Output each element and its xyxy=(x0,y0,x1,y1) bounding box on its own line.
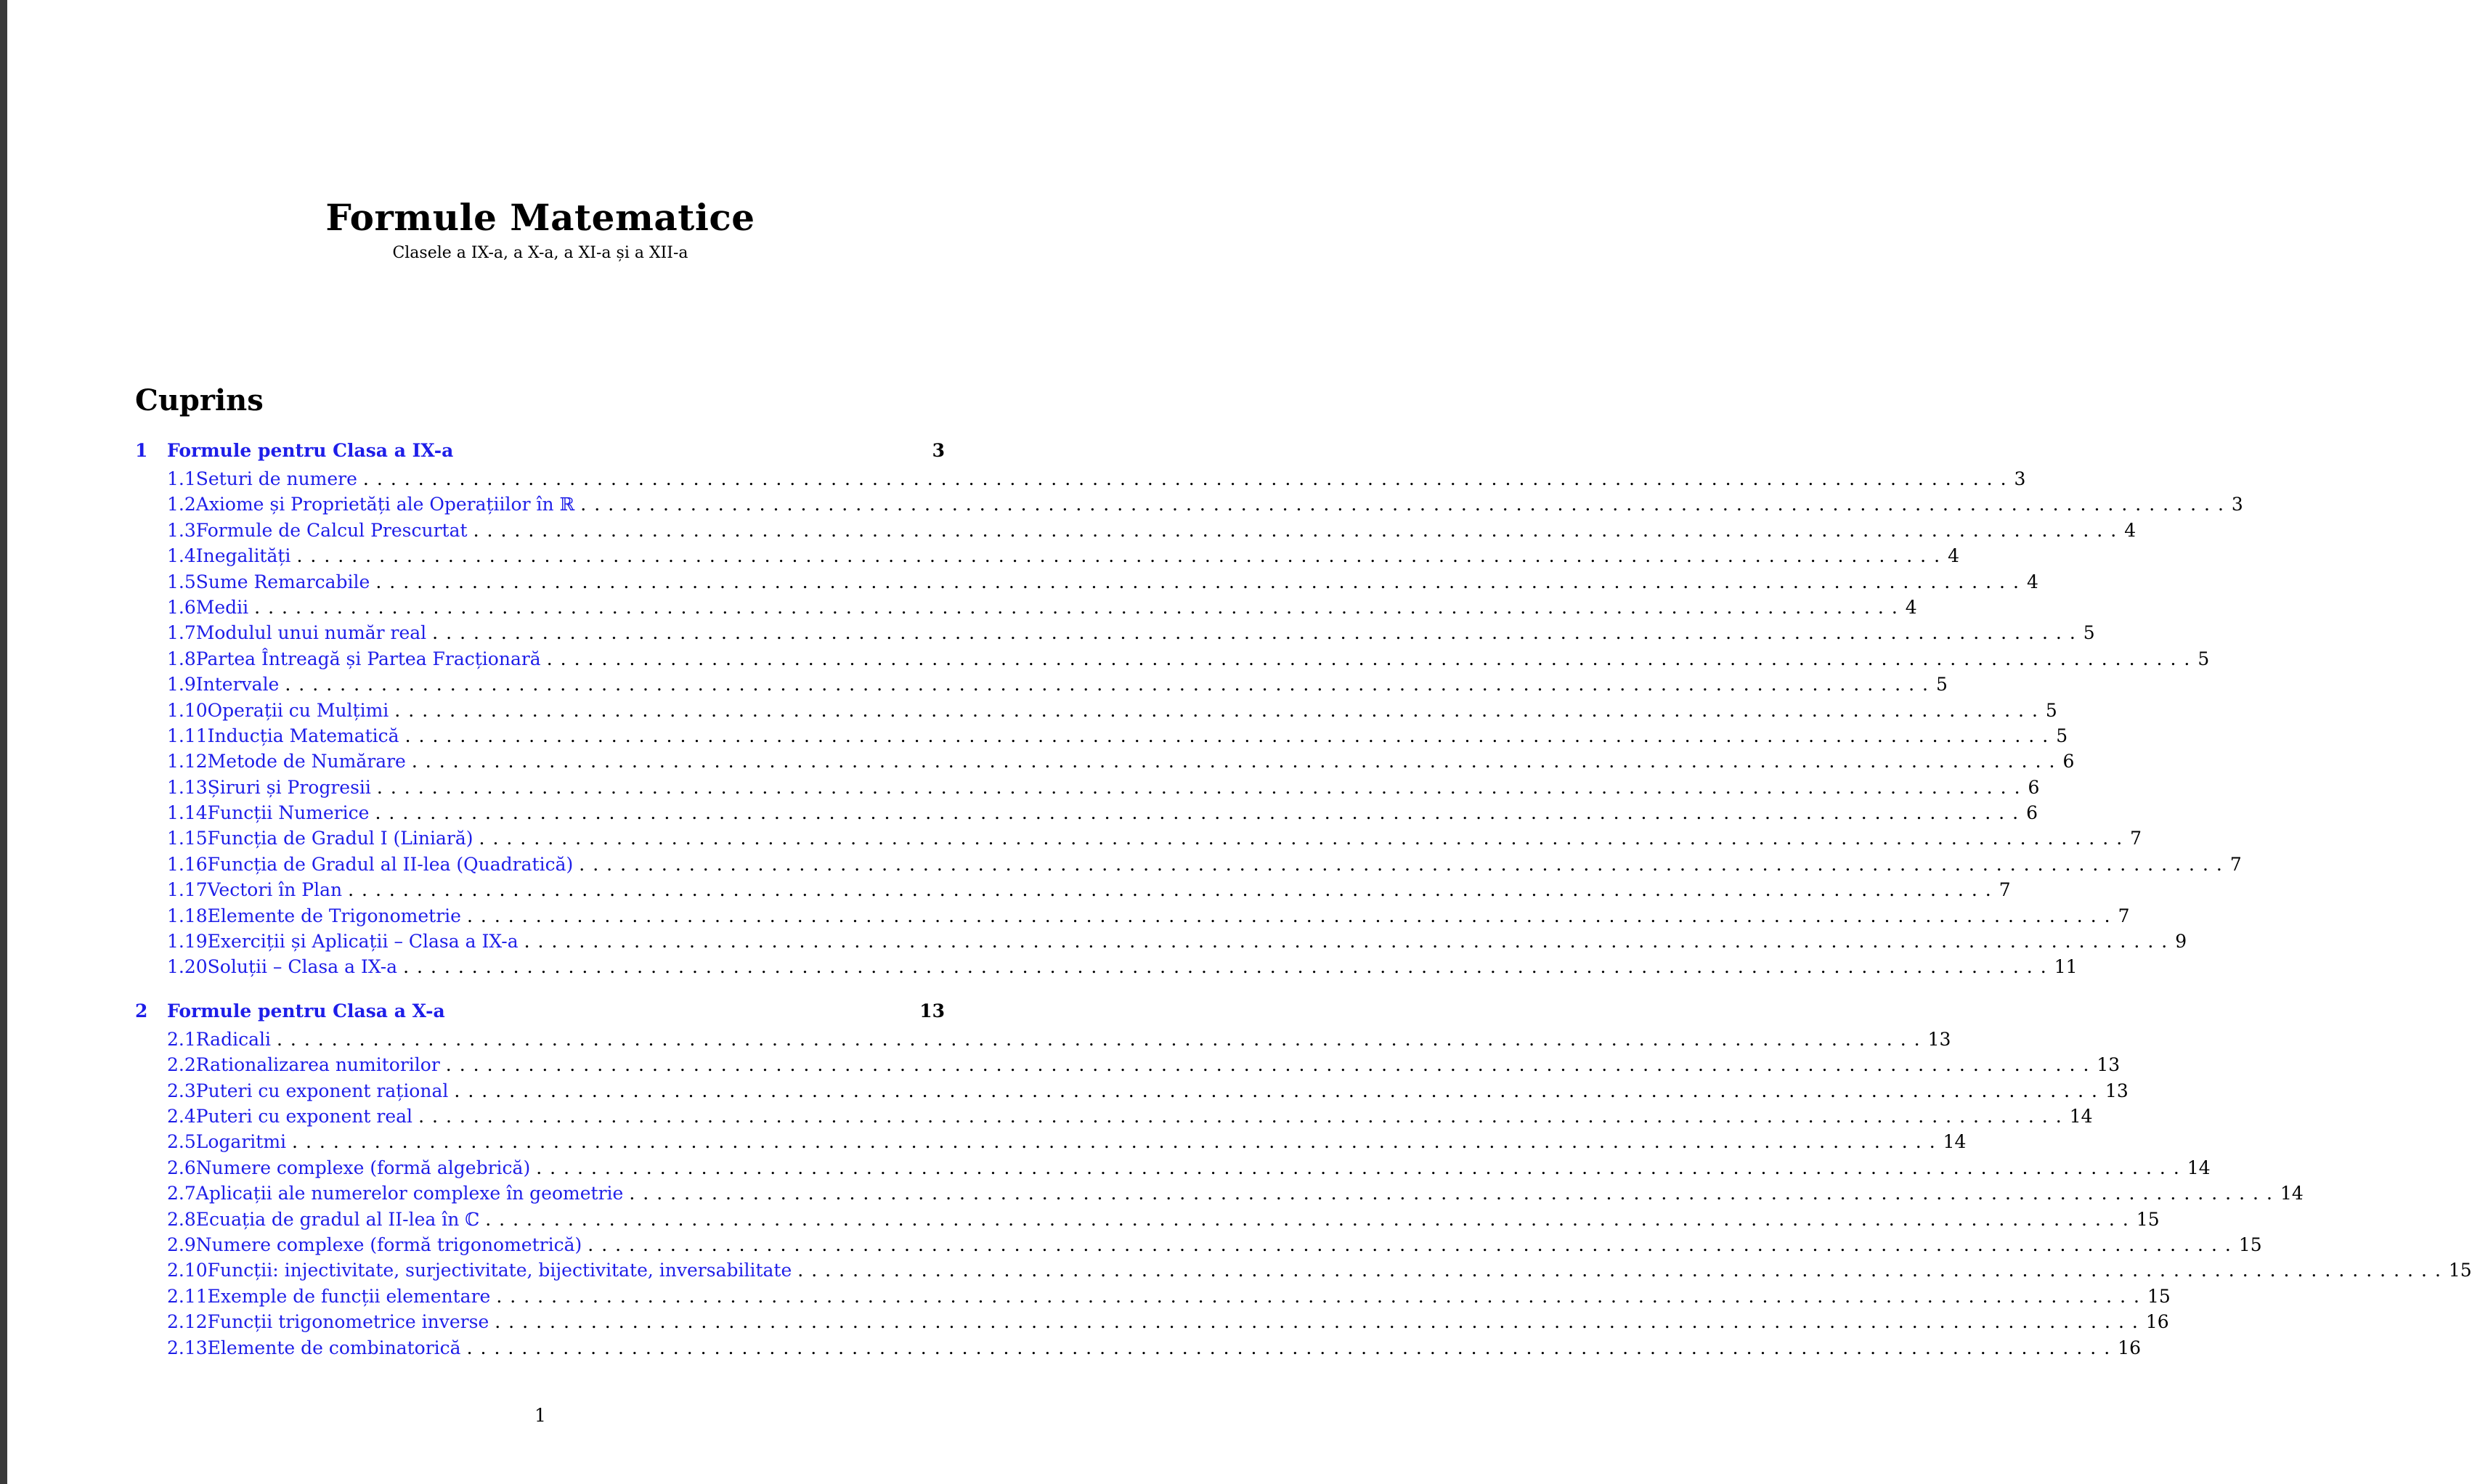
window-left-edge xyxy=(0,0,7,1484)
section-page-number: 7 xyxy=(1999,879,2011,901)
section-title[interactable]: Logaritmi xyxy=(195,1131,287,1153)
section-number[interactable]: 2.5 xyxy=(167,1131,196,1153)
toc-chapter-entry[interactable] xyxy=(135,1000,945,1027)
toc-section-entry[interactable] xyxy=(135,492,2243,517)
toc-section-entry[interactable] xyxy=(135,1232,2262,1257)
section-title[interactable]: Partea Întreagă și Partea Fracționară xyxy=(195,648,541,669)
document-page xyxy=(7,0,2472,1484)
section-title[interactable]: Operații cu Mulțimi xyxy=(207,699,389,721)
section-number[interactable]: 1.20 xyxy=(167,956,208,978)
section-number[interactable]: 2.9 xyxy=(167,1234,196,1255)
section-page-number: 16 xyxy=(2145,1311,2169,1333)
toc-section-entry[interactable] xyxy=(135,723,2068,749)
dot-leader: ........................................................................................................................ xyxy=(536,1157,2187,1178)
toc-section-entry[interactable] xyxy=(135,749,2075,774)
toc-section-entry[interactable] xyxy=(135,825,2142,851)
section-title[interactable]: Puteri cu exponent rațional xyxy=(195,1080,449,1101)
section-title[interactable]: Metode de Numărare xyxy=(207,751,406,772)
section-number[interactable]: 1.4 xyxy=(167,545,196,567)
section-title[interactable]: Puteri cu exponent real xyxy=(195,1105,413,1127)
toc-section-entry[interactable] xyxy=(135,929,2187,954)
section-page-number: 16 xyxy=(2118,1337,2141,1358)
section-title[interactable]: Axiome și Proprietăți ale Operațiilor în ℝ xyxy=(195,494,575,515)
section-title[interactable]: Rationalizarea numitorilor xyxy=(195,1054,440,1076)
section-title[interactable]: Radicali xyxy=(195,1028,271,1050)
section-number[interactable]: 1.7 xyxy=(167,622,196,644)
toc-chapter-entry[interactable] xyxy=(135,440,945,466)
dot-leader: ........................................................................................................................ xyxy=(362,468,2014,489)
section-title[interactable]: Inegalități xyxy=(195,545,291,567)
section-page-number: 15 xyxy=(2238,1234,2262,1255)
toc-section-entry[interactable] xyxy=(135,1207,2160,1232)
dot-leader: ........................................................................................................................ xyxy=(479,828,2131,849)
section-number[interactable]: 1.18 xyxy=(167,905,208,926)
dot-leader: ........................................................................................................................ xyxy=(485,1208,2136,1230)
chapter-page-number: 13 xyxy=(919,1000,945,1022)
section-title[interactable]: Intervale xyxy=(195,674,280,696)
toc-section-entry[interactable] xyxy=(135,954,2078,979)
chapter-number[interactable]: 1 xyxy=(135,440,148,461)
section-number[interactable]: 2.6 xyxy=(167,1157,196,1178)
section-number[interactable]: 1.17 xyxy=(167,879,208,901)
section-title[interactable]: Funcții trigonometrice inverse xyxy=(207,1311,489,1333)
section-number[interactable]: 1.15 xyxy=(167,828,208,849)
dot-leader: ........................................................................................................................ xyxy=(495,1311,2146,1333)
section-title[interactable]: Funcția de Gradul I (Liniară) xyxy=(207,828,473,849)
toc-section-entry[interactable] xyxy=(135,672,1948,697)
section-page-number: 14 xyxy=(2280,1183,2304,1204)
toc-section-entry[interactable] xyxy=(135,877,2011,902)
section-page-number: 15 xyxy=(2448,1260,2472,1281)
section-number[interactable]: 1.2 xyxy=(167,494,196,515)
section-number[interactable]: 1.13 xyxy=(167,776,208,798)
section-title[interactable]: Șiruri și Progresii xyxy=(207,776,371,798)
dot-leader: ........................................................................................................................ xyxy=(403,956,2054,978)
section-page-number: 5 xyxy=(2197,648,2210,669)
section-number[interactable]: 2.1 xyxy=(167,1028,196,1050)
section-page-number: 7 xyxy=(2130,828,2142,849)
dot-leader: ........................................................................................................................ xyxy=(546,648,2198,669)
section-title[interactable]: Vectori în Plan xyxy=(207,879,343,901)
dot-leader: ........................................................................................................................ xyxy=(432,622,2083,644)
section-number[interactable]: 2.2 xyxy=(167,1054,196,1076)
section-number[interactable]: 2.3 xyxy=(167,1080,196,1101)
section-page-number: 14 xyxy=(2069,1105,2093,1127)
toc-section-entry[interactable] xyxy=(135,1027,1951,1052)
section-title[interactable]: Funcții Numerice xyxy=(207,802,370,824)
section-title[interactable]: Formule de Calcul Prescurtat xyxy=(195,519,468,541)
section-page-number: 3 xyxy=(2231,494,2243,515)
section-title[interactable]: Seturi de numere xyxy=(195,468,357,489)
section-number[interactable]: 2.13 xyxy=(167,1337,208,1358)
dot-leader: ........................................................................................................................ xyxy=(629,1183,2280,1204)
toc-section-entry[interactable] xyxy=(135,1129,1967,1154)
dot-leader: ........................................................................................................................ xyxy=(296,545,1948,567)
toc-section-entry[interactable] xyxy=(135,1257,2472,1283)
dot-leader: ........................................................................................................................ xyxy=(418,1105,2070,1127)
toc-section-entry[interactable] xyxy=(135,1309,2169,1334)
section-page-number: 9 xyxy=(2175,931,2187,953)
section-page-number: 14 xyxy=(1943,1131,1967,1153)
dot-leader: ........................................................................................................................ xyxy=(473,519,2125,541)
section-page-number: 15 xyxy=(2136,1208,2160,1230)
toc-section-entry[interactable] xyxy=(135,1284,2171,1309)
toc-section-entry[interactable] xyxy=(135,595,1917,620)
section-number[interactable]: 1.10 xyxy=(167,699,208,721)
dot-leader: ........................................................................................................................ xyxy=(466,905,2118,926)
section-title[interactable]: Numere complexe (formă algebrică) xyxy=(195,1157,531,1178)
section-title[interactable]: Medii xyxy=(195,596,249,618)
section-page-number: 14 xyxy=(2187,1157,2211,1178)
dot-leader: ........................................................................................................................ xyxy=(292,1131,1943,1153)
section-number[interactable]: 2.8 xyxy=(167,1208,196,1230)
section-title[interactable]: Inducția Matematică xyxy=(207,725,399,746)
section-page-number: 4 xyxy=(1948,545,1959,567)
section-number[interactable]: 1.9 xyxy=(167,674,196,696)
dot-leader: ........................................................................................................................ xyxy=(276,1028,1928,1050)
dot-leader: ........................................................................................................................ xyxy=(411,751,2063,772)
section-page-number: 5 xyxy=(2083,622,2095,644)
section-number[interactable]: 1.16 xyxy=(167,853,208,875)
section-number[interactable]: 1.12 xyxy=(167,751,208,772)
section-page-number: 4 xyxy=(1905,596,1917,618)
toc-section-entry[interactable] xyxy=(135,620,2095,645)
dot-leader: ........................................................................................................................ xyxy=(375,571,2027,592)
section-number[interactable]: 1.8 xyxy=(167,648,196,669)
dot-leader: ........................................................................................................................ xyxy=(254,596,1906,618)
dot-leader: ........................................................................................................................ xyxy=(454,1080,2105,1101)
section-page-number: 7 xyxy=(2118,905,2130,926)
toc-section-entry[interactable] xyxy=(135,800,2038,825)
dot-leader: ........................................................................................................................ xyxy=(348,879,1999,901)
dot-leader: ........................................................................................................................ xyxy=(580,494,2232,515)
section-title[interactable]: Aplicații ale numerelor complexe în geometrie xyxy=(195,1183,624,1204)
document-subtitle: Clasele a IX-a, a X-a, a XI-a și a XII-a xyxy=(392,244,688,262)
toc-heading: Cuprins xyxy=(135,383,264,417)
dot-leader: ........................................................................................................................ xyxy=(466,1337,2118,1358)
section-title[interactable]: Elemente de Trigonometrie xyxy=(207,905,461,926)
section-number[interactable]: 2.7 xyxy=(167,1183,196,1204)
section-page-number: 11 xyxy=(2054,956,2078,978)
dot-leader: ........................................................................................................................ xyxy=(394,699,2046,721)
section-page-number: 13 xyxy=(2105,1080,2129,1101)
toc-section-entry[interactable] xyxy=(135,698,2057,723)
toc-section-entry[interactable] xyxy=(135,775,2040,800)
page-number: 1 xyxy=(534,1405,546,1426)
toc-section-entry[interactable] xyxy=(135,543,1959,568)
toc-section-entry[interactable] xyxy=(135,1181,2304,1206)
chapter-title[interactable]: Formule pentru Clasa a X-a xyxy=(167,1000,445,1022)
dot-leader: ........................................................................................................................ xyxy=(524,931,2176,953)
chapter-page-number: 3 xyxy=(932,440,945,461)
section-number[interactable]: 1.6 xyxy=(167,596,196,618)
section-number[interactable]: 1.1 xyxy=(167,468,196,489)
section-title[interactable]: Exerciții și Aplicații – Clasa a IX-a xyxy=(207,931,519,953)
section-number[interactable]: 1.11 xyxy=(167,725,208,746)
section-page-number: 13 xyxy=(1927,1028,1951,1050)
section-page-number: 3 xyxy=(2014,468,2026,489)
section-title[interactable]: Exemple de funcții elementare xyxy=(207,1285,491,1307)
section-number[interactable]: 1.14 xyxy=(167,802,208,824)
dot-leader: ........................................................................................................................ xyxy=(587,1234,2239,1255)
chapter-title[interactable]: Formule pentru Clasa a IX-a xyxy=(167,440,454,461)
dot-leader: ........................................................................................................................ xyxy=(579,853,2230,875)
section-title[interactable]: Soluții – Clasa a IX-a xyxy=(207,956,398,978)
toc-section-entry[interactable] xyxy=(135,1155,2211,1181)
toc-section-entry[interactable] xyxy=(135,569,2038,595)
section-title[interactable]: Sume Remarcabile xyxy=(195,571,370,592)
chapter-number[interactable]: 2 xyxy=(135,1000,148,1022)
section-page-number: 7 xyxy=(2229,853,2242,875)
section-number[interactable]: 2.11 xyxy=(167,1285,208,1307)
toc-section-entry[interactable] xyxy=(135,466,2026,492)
section-page-number: 5 xyxy=(2056,725,2068,746)
section-number[interactable]: 1.3 xyxy=(167,519,196,541)
dot-leader: ........................................................................................................................ xyxy=(404,725,2057,746)
dot-leader: ........................................................................................................................ xyxy=(445,1054,2097,1076)
toc-section-entry[interactable] xyxy=(135,646,2210,672)
dot-leader: ........................................................................................................................ xyxy=(496,1285,2147,1307)
section-page-number: 4 xyxy=(2124,519,2136,541)
section-page-number: 4 xyxy=(2026,571,2038,592)
section-page-number: 6 xyxy=(2062,751,2075,772)
section-page-number: 15 xyxy=(2147,1285,2171,1307)
toc-section-entry[interactable] xyxy=(135,1104,2093,1129)
section-title[interactable]: Numere complexe (formă trigonometrică) xyxy=(195,1234,582,1255)
section-number[interactable]: 1.5 xyxy=(167,571,196,592)
toc-section-entry[interactable] xyxy=(135,518,2136,543)
section-title[interactable]: Modulul unui număr real xyxy=(195,622,427,644)
section-page-number: 6 xyxy=(2026,802,2038,824)
section-number[interactable]: 1.19 xyxy=(167,931,208,953)
dot-leader: ........................................................................................................................ xyxy=(797,1260,2449,1281)
toc-section-entry[interactable] xyxy=(135,1052,2121,1077)
section-number[interactable]: 2.12 xyxy=(167,1311,208,1333)
document-title: Formule Matematice xyxy=(325,196,755,239)
section-number[interactable]: 2.10 xyxy=(167,1260,208,1281)
section-page-number: 5 xyxy=(1935,674,1948,696)
dot-leader: ........................................................................................................................ xyxy=(375,802,2027,824)
toc-section-entry[interactable] xyxy=(135,1078,2129,1104)
toc-section-entry[interactable] xyxy=(135,903,2130,929)
section-title[interactable]: Ecuația de gradul al II-lea în ℂ xyxy=(195,1208,480,1230)
section-page-number: 13 xyxy=(2097,1054,2121,1076)
section-title[interactable]: Funcția de Gradul al II-lea (Quadratică) xyxy=(207,853,574,875)
toc-section-entry[interactable] xyxy=(135,852,2242,877)
toc-section-entry[interactable] xyxy=(135,1335,2141,1361)
table-of-contents xyxy=(135,440,2472,1361)
dot-leader: ........................................................................................................................ xyxy=(285,674,1936,696)
section-number[interactable]: 2.4 xyxy=(167,1105,196,1127)
section-page-number: 6 xyxy=(2028,776,2040,798)
chapter-gap xyxy=(135,980,945,1000)
section-title[interactable]: Elemente de combinatorică xyxy=(207,1337,461,1358)
section-page-number: 5 xyxy=(2045,699,2057,721)
section-title[interactable]: Funcții: injectivitate, surjectivitate, bijectivitate, inversabilitate xyxy=(207,1260,792,1281)
dot-leader: ........................................................................................................................ xyxy=(376,776,2028,798)
